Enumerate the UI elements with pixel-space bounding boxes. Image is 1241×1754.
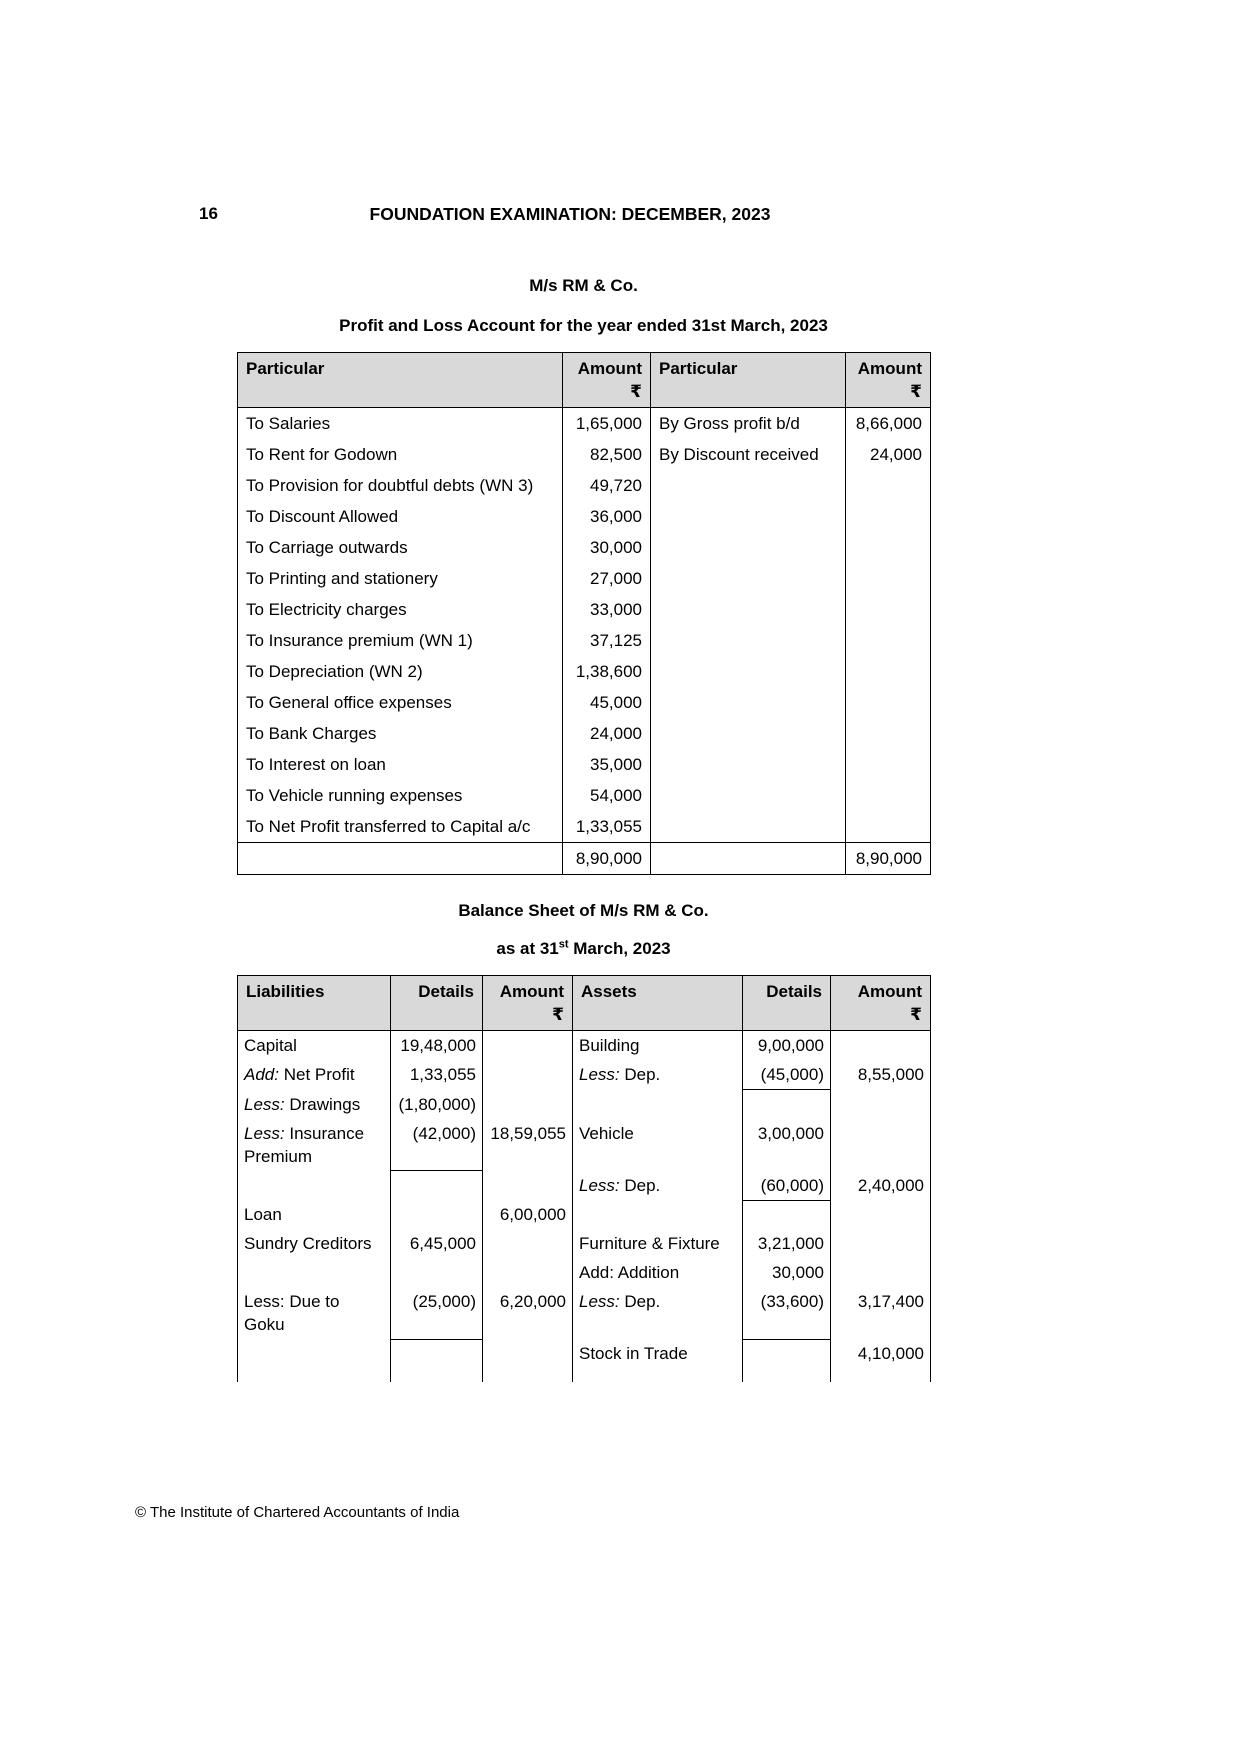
pl-particular-credit	[651, 594, 846, 625]
pl-header-amount-debit	[563, 353, 651, 408]
page-number: 16	[199, 204, 218, 223]
bs-header-assets-label: Assets	[581, 982, 637, 1001]
page-content	[237, 276, 930, 1382]
bs-asset-label: Less: Dep.	[573, 1171, 743, 1201]
bs-liability-details	[391, 1200, 483, 1229]
pl-particular-debit: To Electricity charges	[238, 594, 563, 625]
bs-asset-details: (45,000)	[743, 1060, 831, 1090]
pl-amount-debit: 27,000	[563, 563, 651, 594]
bs-liability-details: (42,000)	[391, 1119, 483, 1171]
bs-liability-amount	[483, 1339, 573, 1368]
bs-header-amount-liabilities-label: Amount	[499, 982, 564, 1001]
pl-particular-debit: To General office expenses	[238, 687, 563, 718]
pl-particular-credit	[651, 501, 846, 532]
pl-amount-credit	[846, 594, 931, 625]
pl-particular-credit	[651, 470, 846, 501]
pl-total-label-credit	[651, 843, 846, 875]
pl-header-amount-debit-label: Amount	[577, 359, 642, 378]
bs-asset-amount	[831, 1258, 931, 1287]
rupee-symbol: ₹	[552, 1005, 564, 1024]
bs-asset-details: 3,21,000	[743, 1229, 831, 1258]
pl-amount-credit	[846, 656, 931, 687]
pl-table-row	[238, 656, 931, 687]
bs-table-row	[238, 1339, 931, 1368]
bs-liability-label: Less: Due to Goku	[238, 1287, 391, 1339]
pl-particular-debit: To Rent for Godown	[238, 439, 563, 470]
bs-asset-amount	[831, 1119, 931, 1171]
pl-particular-debit: To Interest on loan	[238, 749, 563, 780]
bs-asset-amount: 3,17,400	[831, 1287, 931, 1339]
pl-amount-debit: 1,38,600	[563, 656, 651, 687]
pl-particular-debit: To Insurance premium (WN 1)	[238, 625, 563, 656]
pl-table-row	[238, 625, 931, 656]
pl-amount-credit	[846, 811, 931, 843]
pl-particular-debit: To Discount Allowed	[238, 501, 563, 532]
bs-asset-label: Add: Addition	[573, 1258, 743, 1287]
balance-sheet-date-pre: as at 31	[496, 939, 559, 958]
profit-loss-table	[237, 352, 931, 875]
rupee-symbol: ₹	[630, 382, 642, 401]
bs-header-amount-liabilities	[483, 976, 573, 1031]
bs-asset-label: Building	[573, 1031, 743, 1061]
italic-prefix: Less:	[244, 1094, 285, 1114]
pl-header-particular-credit	[651, 353, 846, 408]
pl-particular-credit	[651, 811, 846, 843]
bs-liability-label: Add: Net Profit	[238, 1060, 391, 1090]
pl-table-row	[238, 749, 931, 780]
bs-liability-label: Capital	[238, 1031, 391, 1061]
bs-liability-details: 19,48,000	[391, 1031, 483, 1061]
pl-amount-credit	[846, 718, 931, 749]
bs-table-row	[238, 1171, 931, 1201]
pl-amount-debit: 45,000	[563, 687, 651, 718]
bs-asset-amount	[831, 1031, 931, 1061]
bs-liability-label: Loan	[238, 1200, 391, 1229]
pl-amount-credit: 8,66,000	[846, 408, 931, 440]
pl-total-label-debit	[238, 843, 563, 875]
pl-particular-debit: To Provision for doubtful debts (WN 3)	[238, 470, 563, 501]
bs-liability-label	[238, 1339, 391, 1368]
bs-liability-details: (25,000)	[391, 1287, 483, 1339]
bs-header-amount-assets-label: Amount	[857, 982, 922, 1001]
bs-liability-amount	[483, 1060, 573, 1090]
pl-amount-debit: 54,000	[563, 780, 651, 811]
pl-amount-debit: 82,500	[563, 439, 651, 470]
bs-asset-details: 30,000	[743, 1258, 831, 1287]
pl-amount-debit: 30,000	[563, 532, 651, 563]
pl-amount-debit: 49,720	[563, 470, 651, 501]
company-title: M/s RM & Co.	[529, 276, 638, 295]
pl-header-amount-credit-label: Amount	[857, 359, 922, 378]
balance-sheet-table	[237, 975, 931, 1382]
pl-particular-credit	[651, 687, 846, 718]
bs-liability-amount	[483, 1229, 573, 1258]
pl-particular-debit: To Carriage outwards	[238, 532, 563, 563]
pl-amount-credit	[846, 625, 931, 656]
pl-header-row	[238, 353, 931, 408]
pl-amount-credit	[846, 687, 931, 718]
italic-prefix: Add:	[244, 1065, 279, 1084]
bs-liability-amount	[483, 1258, 573, 1287]
bs-asset-details	[743, 1339, 831, 1368]
pl-particular-debit: To Net Profit transferred to Capital a/c	[238, 811, 563, 843]
bs-liability-details: (1,80,000)	[391, 1090, 483, 1119]
pl-amount-debit: 35,000	[563, 749, 651, 780]
pl-table-row	[238, 439, 931, 470]
pl-particular-debit: To Depreciation (WN 2)	[238, 656, 563, 687]
footer-copyright: © The Institute of Chartered Accountants of India	[135, 1504, 460, 1521]
bs-asset-details	[743, 1200, 831, 1229]
pl-table-row	[238, 408, 931, 440]
balance-sheet-date-post: March, 2023	[568, 939, 671, 958]
bs-table-row	[238, 1119, 931, 1171]
pl-particular-debit: To Salaries	[238, 408, 563, 440]
bs-asset-amount	[831, 1229, 931, 1258]
pl-table-row	[238, 470, 931, 501]
bs-header-liabilities-label: Liabilities	[246, 982, 325, 1001]
pl-amount-credit	[846, 780, 931, 811]
bs-liability-label: Sundry Creditors	[238, 1229, 391, 1258]
bs-asset-label: Less: Dep.	[573, 1287, 743, 1339]
bs-asset-label: Less: Dep.	[573, 1060, 743, 1090]
bs-table-row	[238, 1287, 931, 1339]
rupee-symbol: ₹	[910, 1005, 922, 1024]
bs-header-assets	[573, 976, 743, 1031]
bs-liability-details	[391, 1339, 483, 1368]
pl-amount-debit: 1,33,055	[563, 811, 651, 843]
pl-particular-credit	[651, 532, 846, 563]
bs-liability-amount: 18,59,055	[483, 1119, 573, 1171]
pl-amount-debit: 37,125	[563, 625, 651, 656]
pl-particular-credit	[651, 718, 846, 749]
pl-particular-credit	[651, 563, 846, 594]
pl-particular-credit: By Discount received	[651, 439, 846, 470]
pl-particular-debit: To Printing and stationery	[238, 563, 563, 594]
profit-loss-statement-title: Profit and Loss Account for the year ended 31st March, 2023	[339, 316, 828, 335]
bs-header-details-assets-label: Details	[766, 982, 822, 1001]
bs-liability-details: 6,45,000	[391, 1229, 483, 1258]
bs-asset-details: 3,00,000	[743, 1119, 831, 1171]
bs-liability-amount: 6,20,000	[483, 1287, 573, 1339]
bs-liability-amount	[483, 1090, 573, 1119]
bs-asset-label	[573, 1090, 743, 1119]
bs-liability-details: 1,33,055	[391, 1060, 483, 1090]
pl-amount-credit: 24,000	[846, 439, 931, 470]
bs-asset-details: (60,000)	[743, 1171, 831, 1201]
bs-asset-amount: 4,10,000	[831, 1339, 931, 1368]
pl-header-particular-credit-label: Particular	[659, 359, 738, 378]
pl-table-row	[238, 563, 931, 594]
pl-amount-credit	[846, 563, 931, 594]
pl-amount-debit: 33,000	[563, 594, 651, 625]
bs-table-row	[238, 1031, 931, 1061]
bs-liability-label	[238, 1258, 391, 1287]
pl-table-row	[238, 718, 931, 749]
bs-liability-label: Less: Drawings	[238, 1090, 391, 1119]
bs-liability-amount	[483, 1031, 573, 1061]
bs-table-row	[238, 1229, 931, 1258]
bs-asset-label	[573, 1200, 743, 1229]
pl-particular-debit: To Vehicle running expenses	[238, 780, 563, 811]
pl-table-row	[238, 687, 931, 718]
pl-particular-credit	[651, 625, 846, 656]
bs-liability-amount	[483, 1171, 573, 1201]
bs-table-row	[238, 1090, 931, 1119]
italic-prefix: Less:	[579, 1292, 620, 1311]
bs-table-continuation	[238, 1368, 931, 1382]
bs-liability-details	[391, 1258, 483, 1287]
pl-table-row	[238, 532, 931, 563]
bs-header-details-liabilities	[391, 976, 483, 1031]
pl-amount-debit: 1,65,000	[563, 408, 651, 440]
pl-table-row	[238, 594, 931, 625]
bs-asset-amount: 2,40,000	[831, 1171, 931, 1201]
pl-particular-debit: To Bank Charges	[238, 718, 563, 749]
bs-asset-details	[743, 1090, 831, 1119]
pl-amount-credit	[846, 749, 931, 780]
bs-header-amount-assets	[831, 976, 931, 1031]
pl-total-amount-debit: 8,90,000	[563, 843, 651, 875]
italic-prefix: Less:	[579, 1065, 620, 1084]
pl-amount-debit: 24,000	[563, 718, 651, 749]
pl-amount-credit	[846, 532, 931, 563]
bs-liability-amount: 6,00,000	[483, 1200, 573, 1229]
bs-asset-amount	[831, 1090, 931, 1119]
bs-table-row	[238, 1258, 931, 1287]
italic-prefix: Less:	[579, 1175, 620, 1195]
pl-header-particular-debit-label: Particular	[246, 359, 325, 378]
bs-table-row	[238, 1060, 931, 1090]
bs-liability-label: Less: Insurance Premium	[238, 1119, 391, 1171]
pl-amount-credit	[846, 470, 931, 501]
pl-table-row	[238, 780, 931, 811]
pl-total-amount-credit: 8,90,000	[846, 843, 931, 875]
bs-header-details-assets	[743, 976, 831, 1031]
pl-particular-credit: By Gross profit b/d	[651, 408, 846, 440]
pl-particular-credit	[651, 780, 846, 811]
italic-prefix: Less:	[244, 1123, 285, 1143]
bs-liability-label	[238, 1171, 391, 1201]
pl-total-row	[238, 843, 931, 875]
balance-sheet-title: Balance Sheet of M/s RM & Co.	[458, 901, 709, 920]
bs-asset-details: (33,600)	[743, 1287, 831, 1339]
pl-particular-credit	[651, 749, 846, 780]
rupee-symbol: ₹	[910, 382, 922, 401]
pl-table-row	[238, 501, 931, 532]
bs-asset-label: Furniture & Fixture	[573, 1229, 743, 1258]
balance-sheet-date	[237, 939, 930, 959]
balance-sheet-date-ordinal: st	[558, 938, 569, 951]
bs-asset-details: 9,00,000	[743, 1031, 831, 1061]
bs-header-liabilities	[238, 976, 391, 1031]
bs-header-row	[238, 976, 931, 1031]
bs-header-details-liabilities-label: Details	[418, 982, 474, 1001]
page-header-title: FOUNDATION EXAMINATION: DECEMBER, 2023	[369, 204, 771, 224]
bs-asset-label: Vehicle	[573, 1119, 743, 1171]
pl-table-row	[238, 811, 931, 843]
pl-header-particular-debit	[238, 353, 563, 408]
bs-asset-amount: 8,55,000	[831, 1060, 931, 1090]
pl-particular-credit	[651, 656, 846, 687]
pl-amount-debit: 36,000	[563, 501, 651, 532]
bs-table-row	[238, 1200, 931, 1229]
bs-asset-amount	[831, 1200, 931, 1229]
bs-asset-label: Stock in Trade	[573, 1339, 743, 1368]
pl-header-amount-credit	[846, 353, 931, 408]
bs-liability-details	[391, 1171, 483, 1201]
pl-amount-credit	[846, 501, 931, 532]
